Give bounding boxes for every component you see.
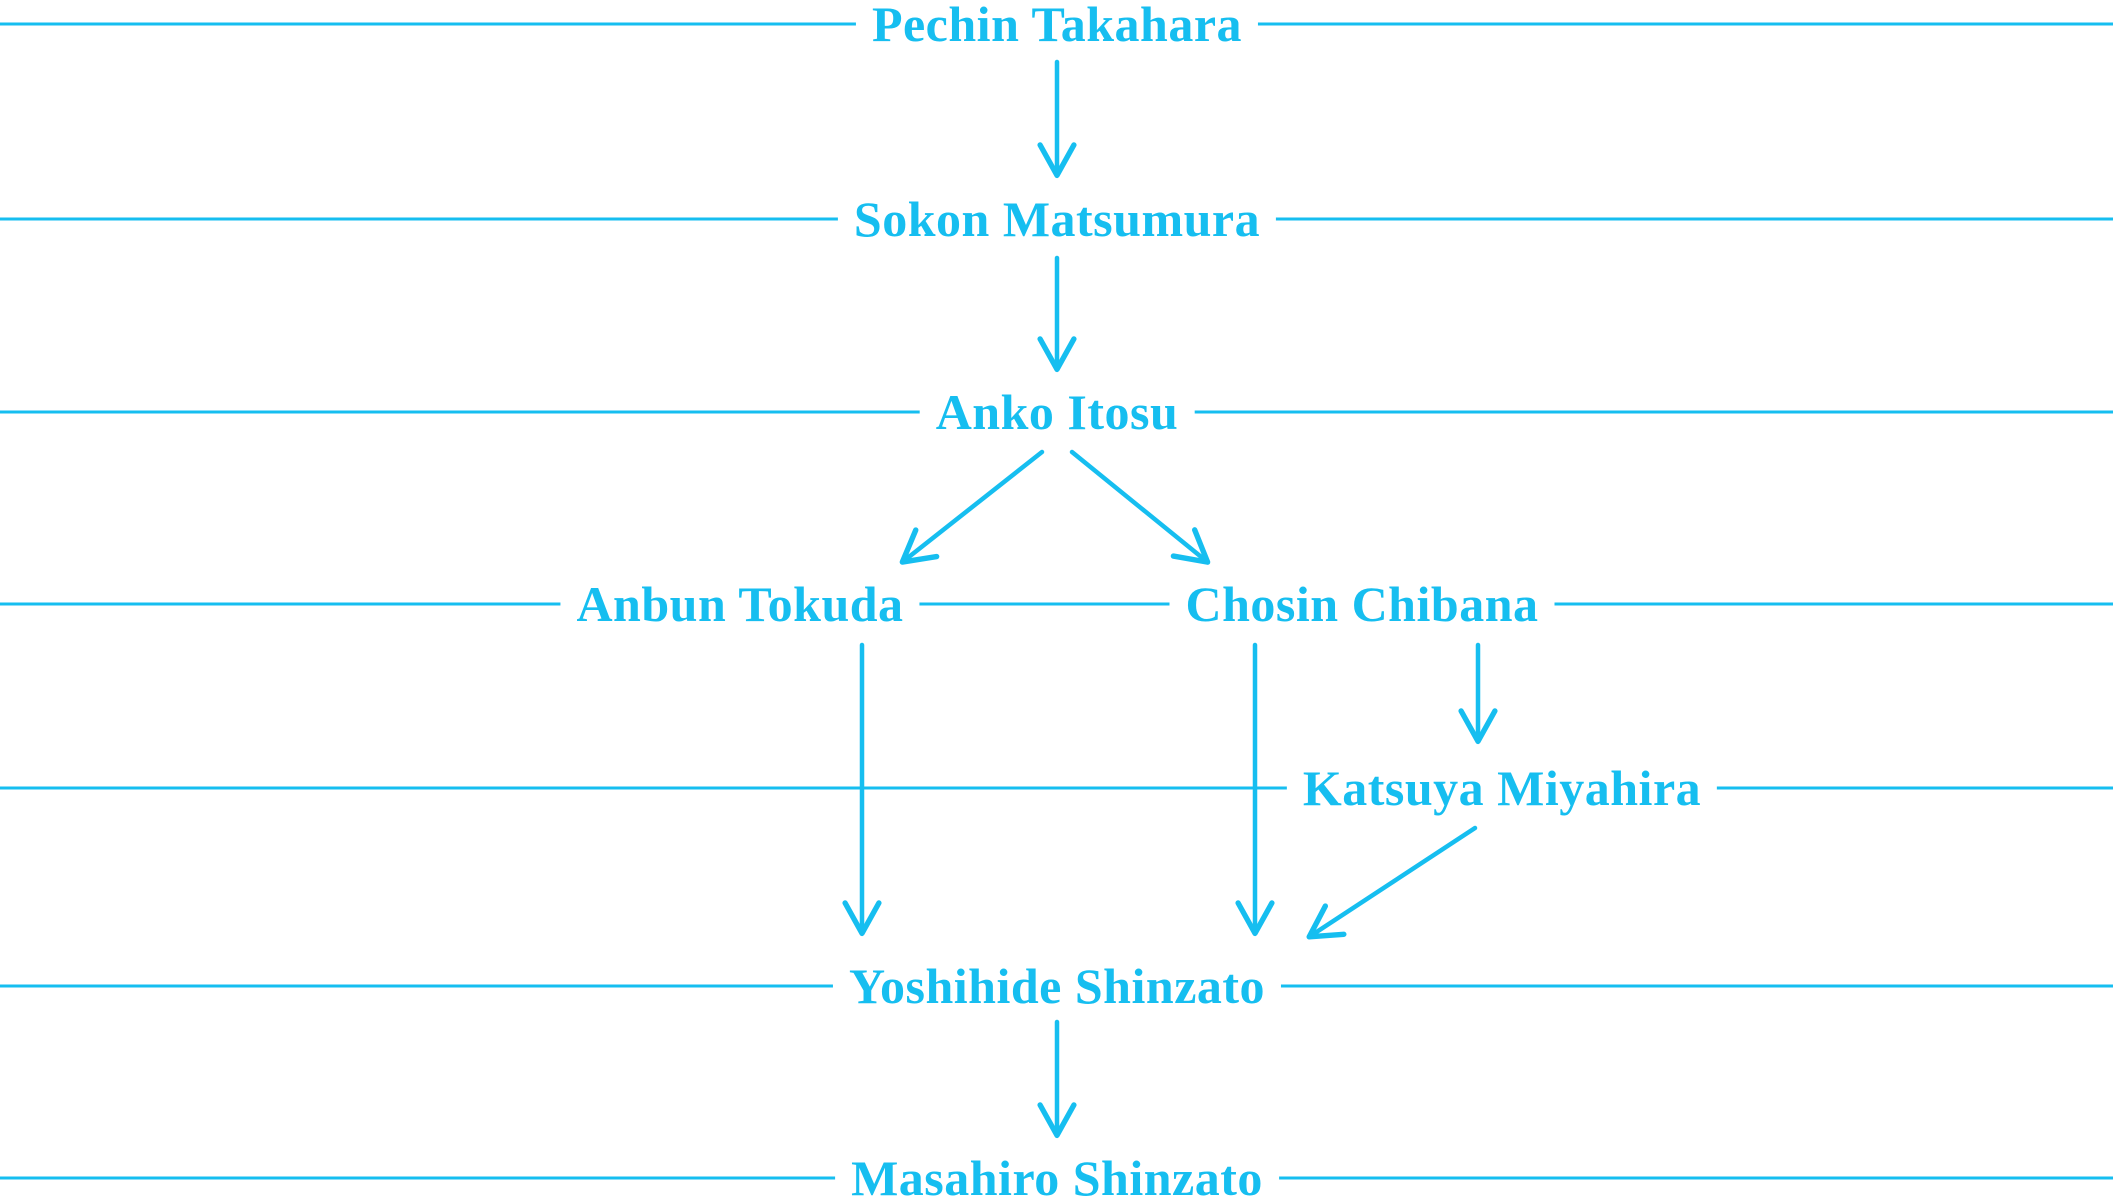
node-sokon-matsumura: Sokon Matsumura bbox=[838, 193, 1276, 246]
node-katsuya-miyahira: Katsuya Miyahira bbox=[1287, 762, 1717, 815]
edge-itosu-to-tokuda bbox=[905, 452, 1042, 560]
node-anbun-tokuda: Anbun Tokuda bbox=[560, 578, 919, 631]
node-pechin-takahara: Pechin Takahara bbox=[856, 0, 1258, 50]
edge-miyahira-to-yoshihide bbox=[1312, 828, 1475, 935]
node-masahiro-shinzato: Masahiro Shinzato bbox=[835, 1152, 1279, 1196]
edge-itosu-to-chibana bbox=[1072, 452, 1205, 560]
node-chosin-chibana: Chosin Chibana bbox=[1170, 578, 1555, 631]
node-yoshihide-shinzato: Yoshihide Shinzato bbox=[833, 960, 1281, 1013]
node-anko-itosu: Anko Itosu bbox=[920, 386, 1195, 439]
